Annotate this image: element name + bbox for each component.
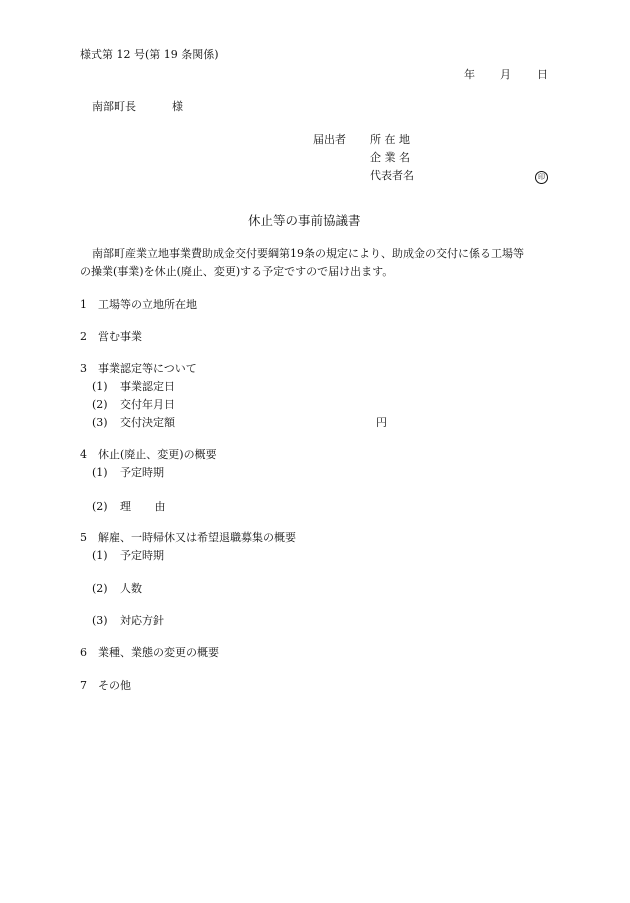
item-5-1-number: (1)	[92, 549, 108, 562]
date-month-label: 月	[500, 68, 511, 81]
body-line-2: の操業(事業)を休止(廃止、変更)する予定ですので届け出ます。	[80, 265, 394, 278]
item-3-3-label: 交付決定額	[120, 416, 175, 429]
item-6-number: 6	[80, 646, 87, 659]
item-1-label: 工場等の立地所在地	[98, 298, 197, 311]
item-4-1-number: (1)	[92, 466, 108, 479]
representative-label: 代表者名	[370, 169, 414, 182]
item-5-number: 5	[80, 531, 87, 544]
item-5-3-number: (3)	[92, 614, 108, 627]
body-line-1: 南部町産業立地事業費助成金交付要綱第19条の規定により、助成金の交付に係る工場等	[92, 247, 524, 260]
item-4-2-label: 理 由	[120, 500, 176, 513]
item-3-3-unit: 円	[376, 416, 387, 429]
addressee-honorific: 様	[172, 100, 183, 113]
document-title: 休止等の事前協議書	[248, 213, 361, 228]
seal-stamp: 印	[535, 171, 548, 184]
company-label: 企 業 名	[370, 151, 410, 164]
item-3-2-label: 交付年月日	[120, 398, 175, 411]
item-4-2-number: (2)	[92, 500, 108, 513]
item-3-1-number: (1)	[92, 380, 108, 393]
item-3-1-label: 事業認定日	[120, 380, 175, 393]
item-3-number: 3	[80, 362, 87, 375]
item-7-label: その他	[98, 679, 131, 692]
item-5-2-number: (2)	[92, 582, 108, 595]
item-3-3-number: (3)	[92, 416, 108, 429]
item-3-2-number: (2)	[92, 398, 108, 411]
item-2-label: 営む事業	[98, 330, 142, 343]
item-6-label: 業種、業態の変更の概要	[98, 646, 219, 659]
item-7-number: 7	[80, 679, 87, 692]
addressee-name: 南部町長	[92, 100, 136, 113]
item-5-2-label: 人数	[120, 582, 142, 595]
item-2-number: 2	[80, 330, 87, 343]
item-4-number: 4	[80, 448, 87, 461]
item-4-1-label: 予定時期	[120, 466, 164, 479]
address-label: 所 在 地	[370, 133, 410, 146]
notifier-label: 届出者	[313, 133, 346, 146]
item-1-number: 1	[80, 298, 87, 311]
seal-mark	[535, 169, 548, 184]
form-number: 様式第 12 号(第 19 条関係)	[80, 48, 219, 61]
date-year-label: 年	[464, 68, 475, 81]
item-4-label: 休止(廃止、変更)の概要	[98, 448, 217, 461]
item-3-label: 事業認定等について	[98, 362, 197, 375]
item-5-3-label: 対応方針	[120, 614, 164, 627]
date-day-label: 日	[537, 68, 548, 81]
item-5-1-label: 予定時期	[120, 549, 164, 562]
item-5-label: 解雇、一時帰休又は希望退職募集の概要	[98, 531, 296, 544]
